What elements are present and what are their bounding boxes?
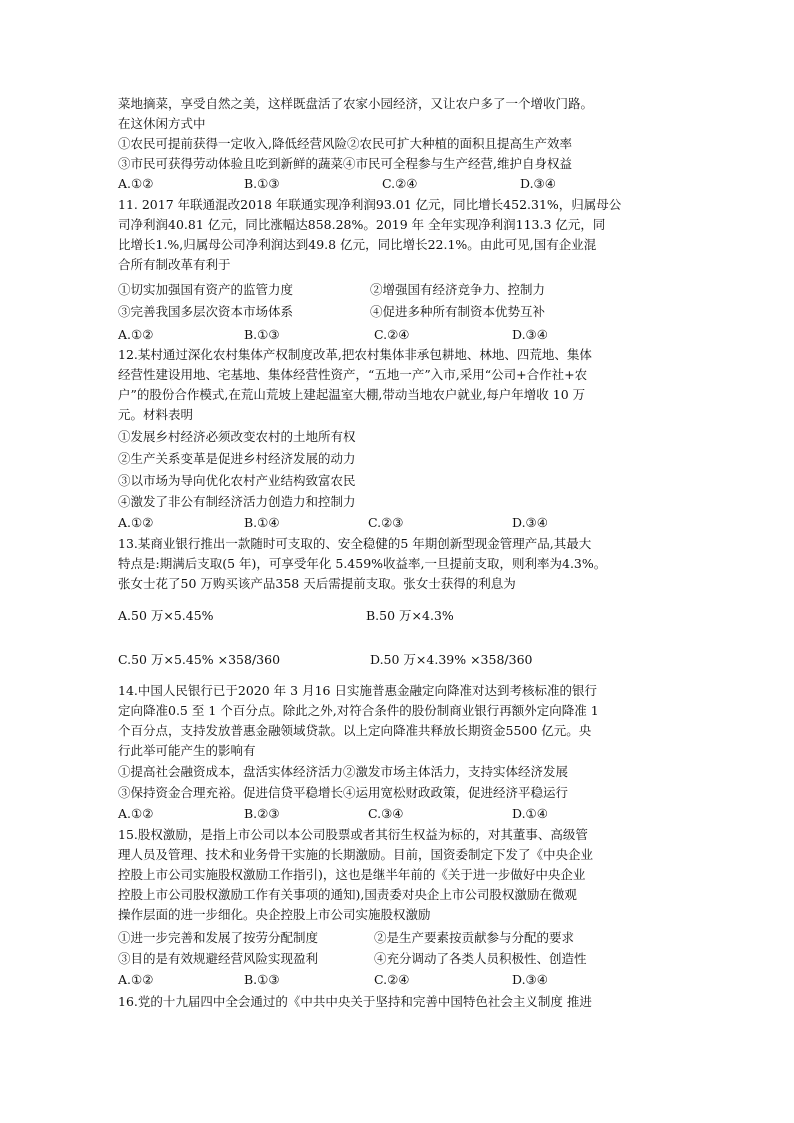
q12-statement-4: ④激发了非公有制经济活力创造力和控制力 bbox=[118, 494, 356, 509]
q10-statement-1-2: ①农民可提前获得一定收入,降低经营风险②农民可扩大种植的面积且提高生产效率 bbox=[118, 136, 572, 151]
q14-option-b[interactable]: B.②③ bbox=[244, 806, 280, 821]
q12-options bbox=[118, 515, 684, 531]
q10-stem-line-1: 菜地摘菜，享受自然之美，这样既盘活了农家小园经济，又让农户多了一个增收门路。 bbox=[118, 96, 594, 111]
q14-options bbox=[118, 806, 684, 822]
q15-option-d[interactable]: D.③④ bbox=[512, 972, 548, 987]
q10-statement-3-4: ③市民可获得劳动体验且吃到新鲜的蔬菜④市民可全程参与生产经营,维护自身权益 bbox=[118, 156, 572, 171]
q15-stem-line-2: 理人员及管理、技术和业务骨干实施的长期激励。目前，国资委制定下发了《中央企业 bbox=[118, 847, 594, 862]
q12-stem-line-4: 元。材料表明 bbox=[118, 407, 194, 422]
q11-options bbox=[118, 327, 684, 343]
q10-option-d[interactable]: D.③④ bbox=[520, 176, 556, 191]
q13-options-row-2 bbox=[118, 652, 684, 668]
q15-option-a[interactable]: A.①② bbox=[118, 972, 154, 987]
q14-option-d[interactable]: D.①④ bbox=[512, 806, 548, 821]
q10-options bbox=[118, 176, 684, 192]
q13-stem-line-3: 张女士花了50 万购买该产品358 天后需提前支取。张女士获得的利息为 bbox=[118, 576, 516, 591]
q11-statement-3: ③完善我国多层次资本市场体系 bbox=[118, 304, 294, 319]
q14-option-c[interactable]: C.③④ bbox=[368, 806, 404, 821]
q15-statement-4: ④充分调动了各类人员积极性、创造性 bbox=[374, 951, 587, 966]
q13-option-a[interactable]: A.50 万×5.45% bbox=[118, 608, 214, 623]
q13-stem-line-1: 13.某商业银行推出一款随时可支取的、安全稳健的5 年期创新型现金管理产品,其最大 bbox=[118, 536, 592, 551]
q11-option-d[interactable]: D.③④ bbox=[512, 327, 548, 342]
q15-stem-line-5: 操作层面的进一步细化。央企控股上市公司实施股权激励 bbox=[118, 907, 431, 922]
q10-option-b[interactable]: B.①③ bbox=[244, 176, 280, 191]
q12-statement-1: ①发展乡村经济必须改变农村的土地所有权 bbox=[118, 429, 356, 444]
q12-stem-line-3: 户”的股份合作模式,在荒山荒坡上建起温室大棚,带动当地农户就业,每户年增收 10 万 bbox=[118, 387, 586, 402]
q12-stem-line-2: 经营性建设用地、宅基地、集体经营性资产，“五地一产”入市,采用“公司+合作社+农 bbox=[118, 367, 588, 382]
q12-statement-3: ③以市场为导向优化农村产业结构致富农民 bbox=[118, 473, 356, 488]
q11-statements-row-1 bbox=[118, 282, 684, 298]
q13-option-d[interactable]: D.50 万×4.39% ×358/360 bbox=[370, 652, 533, 667]
q13-stem-line-2: 特点是:期满后支取(5 年)，可享受年化 5.459%收益率,一旦提前支取，则利率为4.3%。 bbox=[118, 556, 607, 571]
q15-stem-line-1: 15.股权激励，是指上市公司以本公司股票或者其衍生权益为标的，对其董事、高级管 bbox=[118, 827, 588, 842]
q12-option-a[interactable]: A.①② bbox=[118, 515, 154, 530]
q11-stem-line-4: 合所有制改革有利于 bbox=[118, 257, 231, 272]
q11-option-c[interactable]: C.②④ bbox=[374, 327, 410, 342]
q14-stem-line-4: 行此举可能产生的影响有 bbox=[118, 743, 256, 758]
q11-stem-line-2: 司净利润40.81 亿元，同比涨幅达858.28%。2019 年 全年实现净利润113.3 亿元，同 bbox=[118, 217, 606, 232]
q15-option-b[interactable]: B.①③ bbox=[244, 972, 280, 987]
q11-statements-row-2 bbox=[118, 304, 684, 320]
q13-option-b[interactable]: B.50 万×4.3% bbox=[366, 608, 454, 623]
q10-option-a[interactable]: A.①② bbox=[118, 176, 154, 191]
q12-option-d[interactable]: D.③④ bbox=[512, 515, 548, 530]
q15-statement-2: ②是生产要素按贡献参与分配的要求 bbox=[374, 930, 575, 945]
q11-statement-4: ④促进多种所有制资本优势互补 bbox=[370, 304, 546, 319]
q14-statement-3-4: ③保持资金合理充裕。促进信贷平稳增长④运用宽松财政政策，促进经济平稳运行 bbox=[118, 785, 569, 800]
q14-stem-line-2: 定向降准0.5 至 1 个百分点。除此之外,对符合条件的股份制商业银行再额外定向降准 1 bbox=[118, 703, 599, 718]
q11-option-a[interactable]: A.①② bbox=[118, 327, 154, 342]
q14-stem-line-1: 14.中国人民银行已于2020 年 3 月16 日实施普惠金融定向降准对达到考核标准的银行 bbox=[118, 683, 597, 698]
q12-option-c[interactable]: C.②③ bbox=[368, 515, 404, 530]
q15-statements-row-1 bbox=[118, 930, 684, 946]
q11-option-b[interactable]: B.①③ bbox=[244, 327, 280, 342]
q14-stem-line-3: 个百分点，支持发放普惠金融领域贷款。以上定向降准共释放长期资金5500 亿元。央 bbox=[118, 723, 592, 738]
q14-option-a[interactable]: A.①② bbox=[118, 806, 154, 821]
q10-option-c[interactable]: C.②④ bbox=[382, 176, 418, 191]
q15-stem-line-3: 控股上市公司实施股权激励工作指引)，这也是继半年前的《关于进一步做好中央企业 bbox=[118, 867, 586, 882]
q15-statement-1: ①进一步完善和发展了按劳分配制度 bbox=[118, 930, 319, 945]
q14-statement-1-2: ①提高社会融资成本，盘活实体经济活力②激发市场主体活力，支持实体经济发展 bbox=[118, 764, 569, 779]
q11-statement-1: ①切实加强国有资产的监管力度 bbox=[118, 282, 294, 297]
q15-option-c[interactable]: C.②④ bbox=[374, 972, 410, 987]
q13-options-row-1 bbox=[118, 608, 684, 624]
q15-options bbox=[118, 972, 684, 988]
q16-stem-line-1: 16.党的十九届四中全会通过的《中共中央关于坚持和完善中国特色社会主义制度 推进 bbox=[118, 994, 592, 1009]
q11-stem-line-1: 11. 2017 年联通混改2018 年联通实现净利润93.01 亿元，同比增长452.31%，归属母公 bbox=[118, 197, 622, 212]
q12-stem-line-1: 12.某村通过深化农村集体产权制度改革,把农村集体非承包耕地、林地、四荒地、集体 bbox=[118, 347, 592, 362]
q15-statement-3: ③目的是有效规避经营风险实现盈利 bbox=[118, 951, 319, 966]
q12-statement-2: ②生产关系变革是促进乡村经济发展的动力 bbox=[118, 451, 356, 466]
q10-stem-line-2: 在这休闲方式中 bbox=[118, 116, 206, 131]
q15-statements-row-2 bbox=[118, 951, 684, 967]
q13-option-c[interactable]: C.50 万×5.45% ×358/360 bbox=[118, 652, 281, 667]
q15-stem-line-4: 控股上市公司股权激励工作有关事项的通知),国责委对央企上市公司股权激励在微观 bbox=[118, 887, 577, 902]
q11-statement-2: ②增强国有经济竞争力、控制力 bbox=[370, 282, 546, 297]
q12-option-b[interactable]: B.①④ bbox=[244, 515, 280, 530]
q11-stem-line-3: 比增长1.%,归属母公司净利润达到49.8 亿元，同比增长22.1%。由此可见,国有企业混 bbox=[118, 237, 597, 252]
